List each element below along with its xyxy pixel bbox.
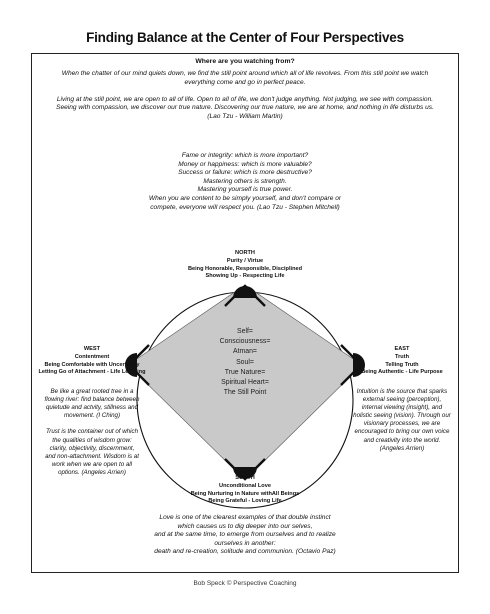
intro-text: When the chatter of our mind quiets down, we find the still point around which all of life revolves. From this still point we watch everything come and go in perfect peace. Living at the still point, we are open to all of life. Open to all of life, we don't judge anything. Not judging, we see with compassion. Seeing with compassion, we discover our true nature. Discovering our true nature, we are at home, and nothing in life disturbs us. (Lao Tzu - William Martin) xyxy=(56,70,434,120)
east-heading: EAST Truth Telling Truth Being Authentic - Life Purpose xyxy=(361,346,443,376)
east-quote: Intuition is the source that sparks external seeing (perception), internal viewing (insight), and holistic seeing (vision). Through our visionary processes, we are encouraged to bring our own voice and creativity into the world. (Angeles Arrien) xyxy=(353,388,451,452)
west-heading: WEST Contentment Being Comfortable with Uncertainty Letting Go of Attachment - Life Learning xyxy=(38,346,146,376)
south-heading: SOUTH Unconditional Love Being Nurturing in Nature withAll Beings Being Grateful - Loving Life xyxy=(190,475,300,505)
octavio-paz-quote: Love is one of the clearest examples of that double instinct which causes us to dig deeper into our selves, and at the same time, to emerge from ourselves and to realize ourselves in another: death and re-creation, solitude and communion. (Octavio Paz) xyxy=(154,514,336,556)
page-title: Finding Balance at the Center of Four Perspectives xyxy=(86,30,404,45)
where-heading: Where are you watching from? xyxy=(195,58,295,65)
center-words: Self= Consciousness= Atman= Soul= True Nature= Spiritual Heart= The Still Point xyxy=(219,328,271,397)
lao-tzu-quote: Fame or integrity: which is more important? Money or happiness: which is more valuable? Success or failure: which is more destructive? Mastering others is strength. Mastering yourself is true power. When you are content to be simply yourself, and don't compare or compete, everyone will respect you. (Lao Tzu - Stephen Mitchell) xyxy=(148,152,342,211)
north-heading: NORTH Purity / Virtue Being Honorable, Responsible, Disciplined Showing Up - Respecting Life xyxy=(187,250,303,280)
west-quote: Be like a great rooted tree in a flowing river: find balance between quietude and actvity, stillness and movement. (I Ching) Trust is the container out of which the qualities of wisdom grow: clarity, objectivity, discernment, and non-attachment. Wisdom is at work when we are open to all options. (Angeles Arrien) xyxy=(44,388,140,476)
footer-credit: Bob Speck © Perspective Coaching xyxy=(193,580,297,587)
